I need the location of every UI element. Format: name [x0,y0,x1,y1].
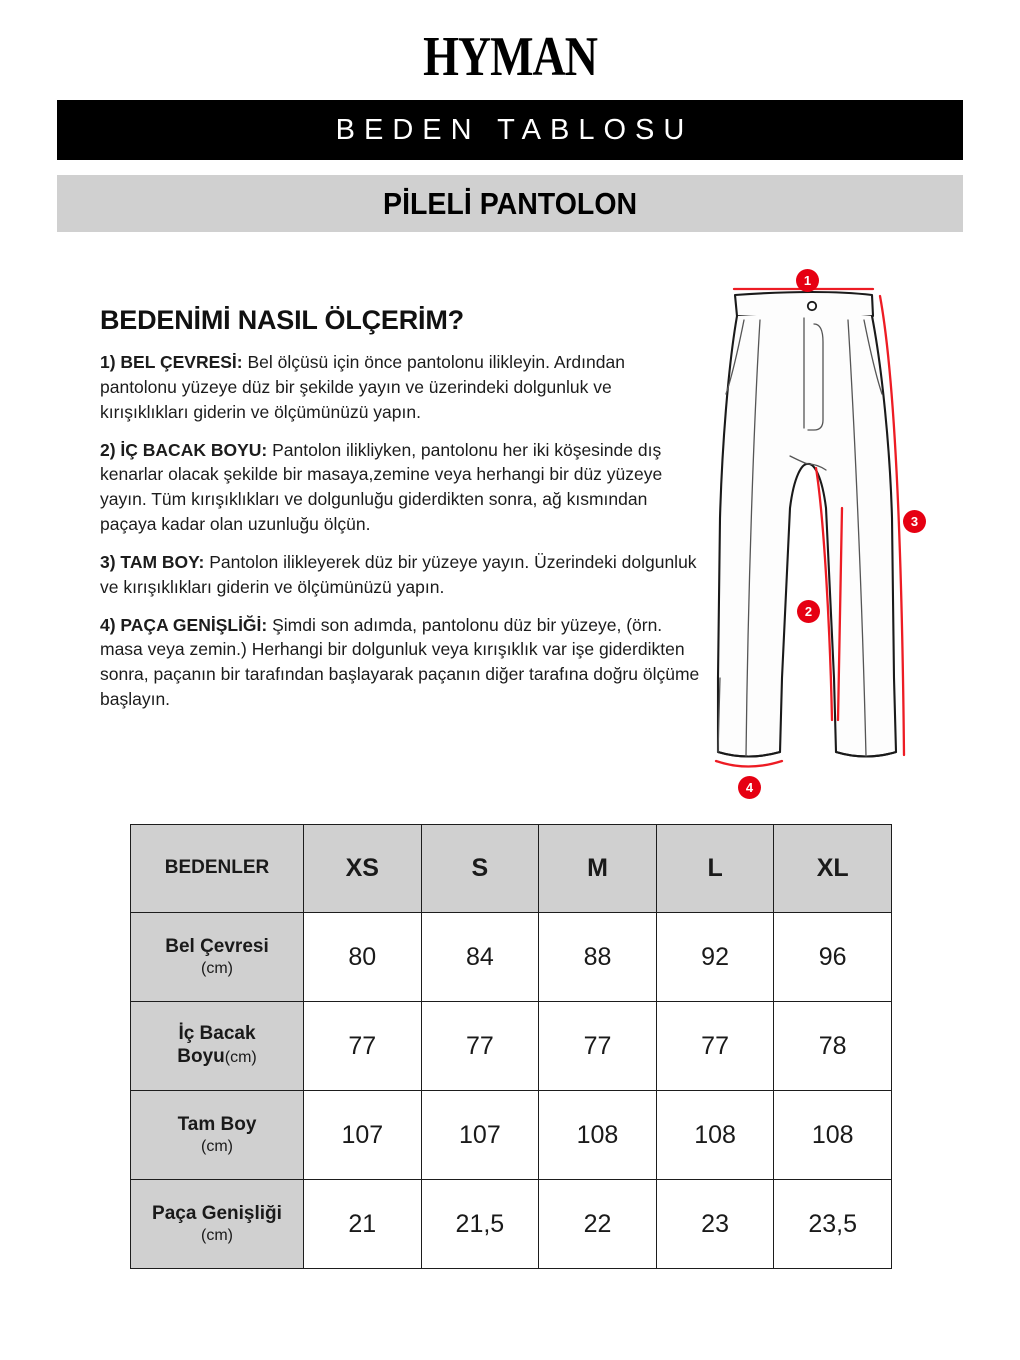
cell-hem-m: 22 [539,1180,657,1269]
instruction-label-3: 3) TAM BOY: [100,551,205,572]
cell-waist-m: 88 [539,913,657,1002]
cell-hem-xl: 23,5 [774,1180,892,1269]
row-label-inseam [131,1002,304,1091]
cell-waist-s: 84 [421,913,539,1002]
table-row [131,913,892,1002]
cell-inseam-m: 77 [539,1002,657,1091]
subtitle-band [57,175,963,232]
subtitle-band-label: PİLELİ PANTOLON [382,185,638,221]
instructions-section [100,305,700,725]
marker-badge-3: 3 [903,510,926,533]
row-label-inseam-name2: Boyu [177,1046,225,1067]
row-label-waist [131,913,304,1002]
measurement-markers [690,258,950,803]
size-header-l: L [656,825,774,913]
cell-waist-xs: 80 [304,913,422,1002]
instruction-item-2 [100,438,700,537]
table-row [131,1002,892,1091]
marker-badge-1: 1 [796,269,819,292]
row-label-fulllength [131,1091,304,1180]
instruction-item-3 [100,550,700,600]
row-label-inseam-line2 [131,1046,303,1069]
instruction-item-1 [100,350,700,425]
row-label-fulllength-name: Tam Boy [177,1114,257,1135]
instruction-label-1: 1) BEL ÇEVRESİ: [100,352,243,372]
size-header-xs: XS [304,825,422,913]
row-label-waist-name: Bel Çevresi [165,936,269,957]
row-label-inseam-unit: (cm) [224,1049,257,1066]
instruction-text-2: Pantolon ilikliyken, pantolonu her iki köşesinde dış kenarlar olacak şekilde bir masaya,zemine veya herhangi bir düz yüzeye yayın. Tüm kırışıklıkları ve dolgunluğu giderdikten sonra, ağ kısmından paçaya kadar olan uzunluğu ölçün. [100,439,663,535]
instruction-item-4 [100,613,700,712]
instruction-text-4: Şimdi son adımda, pantolonu düz bir yüzeye, (örn. masa veya zemin.) Herhangi bir dolgunluk veya kırışıklık var işe giderdikten sonra, paçanın bir tarafından başlayarak paçanın diğer tarafına doğru ölçüme başlayın. [100,614,700,710]
cell-inseam-xs: 77 [304,1002,422,1091]
cell-waist-xl: 96 [774,913,892,1002]
cell-hem-l: 23 [656,1180,774,1269]
instruction-label-4: 4) PAÇA GENİŞLİĞİ: [100,614,268,635]
size-header-s: S [421,825,539,913]
cell-waist-l: 92 [656,913,774,1002]
cell-inseam-l: 77 [656,1002,774,1091]
instruction-text-1: Bel ölçüsü için önce pantolonu ilikleyin. Ardından pantolonu yüzeye düz bir şekilde yayın ve üzerindeki dolgunluk ve kırışıklıkları giderin ve ölçümünüzü yapın. [100,352,625,422]
title-band [57,100,963,160]
cell-inseam-s: 77 [421,1002,539,1091]
size-header-xl: XL [774,825,892,913]
row-label-hem-unit: (cm) [201,1226,233,1244]
row-label-waist-unit: (cm) [201,959,233,977]
brand-name: HYMAN [423,25,597,88]
cell-fulllength-l: 108 [656,1091,774,1180]
cell-inseam-xl: 78 [774,1002,892,1091]
title-band-label: BEDEN TABLOSU [335,113,694,146]
row-label-inseam-line1: İç Bacak [178,1023,256,1045]
marker-badge-2: 2 [797,600,820,623]
table-row [131,1091,892,1180]
brand-logo [0,24,1020,89]
cell-hem-xs: 21 [304,1180,422,1269]
table-corner-label: BEDENLER [131,825,304,913]
size-header-m: M [539,825,657,913]
cell-fulllength-xs: 107 [304,1091,422,1180]
size-table-body [131,913,892,1269]
cell-fulllength-s: 107 [421,1091,539,1180]
instruction-text-3: Pantolon ilikleyerek düz bir yüzeye yayın. Üzerindeki dolgunluk ve kırışıklıkları giderin ve ölçümünüzü yapın. [100,551,697,597]
cell-hem-s: 21,5 [421,1180,539,1269]
row-label-hem-name: Paça Genişliği [152,1203,282,1224]
instructions-heading: BEDENİMİ NASIL ÖLÇERİM? [100,305,464,335]
table-header-row [131,825,892,913]
table-row [131,1180,892,1269]
size-table [130,824,892,1269]
cell-fulllength-m: 108 [539,1091,657,1180]
instruction-label-2: 2) İÇ BACAK BOYU: [100,439,268,460]
cell-fulllength-xl: 108 [774,1091,892,1180]
trousers-diagram [690,258,950,803]
size-table-head [131,825,892,913]
marker-badge-4: 4 [738,776,761,799]
row-label-hem [131,1180,304,1269]
row-label-fulllength-unit: (cm) [201,1137,233,1155]
